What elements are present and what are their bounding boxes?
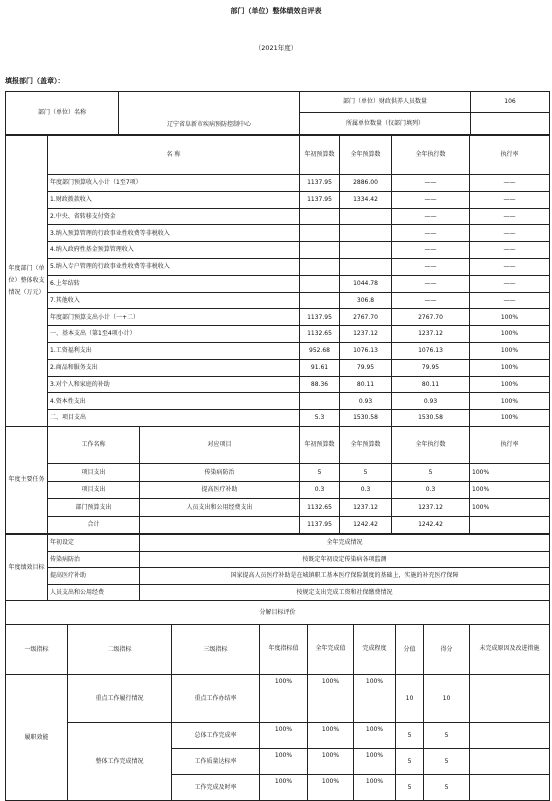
perf-actual: 100% bbox=[308, 749, 354, 775]
budget-row-initial: 1132.65 bbox=[300, 326, 340, 343]
perf-target: 100% bbox=[260, 723, 308, 749]
task-full: 5 bbox=[340, 464, 392, 482]
budget-row-rate: —— bbox=[470, 225, 550, 242]
budget-row-exec: —— bbox=[392, 175, 470, 192]
col-exec: 全年执行数 bbox=[392, 427, 470, 464]
budget-row-exec: —— bbox=[392, 242, 470, 259]
task-item: 人员支出和公用经费支出 bbox=[140, 499, 300, 517]
table-row bbox=[6, 499, 550, 517]
perf-degree: 100% bbox=[354, 723, 396, 749]
budget-row-full: 0.93 bbox=[340, 393, 392, 410]
task-initial: 5 bbox=[300, 464, 340, 482]
budget-row-exec: —— bbox=[392, 258, 470, 275]
staff-value: 106 bbox=[471, 92, 550, 113]
task-full: 1237.12 bbox=[340, 499, 392, 517]
task-initial: 1132.65 bbox=[300, 499, 340, 517]
budget-row-rate: 100% bbox=[470, 359, 550, 376]
table-row bbox=[6, 723, 550, 749]
budget-row-name: 年度部门预算收入小计（1至7项） bbox=[48, 175, 300, 192]
col-rate: 执行率 bbox=[470, 136, 550, 175]
budget-row-exec: —— bbox=[392, 292, 470, 309]
perf-reason bbox=[470, 723, 550, 749]
goal-label: 提高医疗补助 bbox=[48, 568, 140, 585]
budget-row-exec: 2767.70 bbox=[392, 309, 470, 326]
budget-row-full: 2886.00 bbox=[340, 175, 392, 192]
task-initial: 1137.95 bbox=[300, 516, 340, 534]
task-rate: 100% bbox=[470, 481, 550, 499]
budget-row-rate: —— bbox=[470, 258, 550, 275]
budget-row-full: 1334.42 bbox=[340, 191, 392, 208]
table-row bbox=[6, 359, 550, 376]
col-initial: 年初预算数 bbox=[300, 136, 340, 175]
budget-row-full: 306.8 bbox=[340, 292, 392, 309]
perf-l2-label: 整体工作完成情况 bbox=[68, 723, 172, 801]
page-title: 部门（单位）整体绩效自评表 bbox=[230, 7, 322, 15]
budget-row-name: 2.商品和服务支出 bbox=[48, 359, 300, 376]
task-rate bbox=[470, 516, 550, 534]
goal-value: 按既定年初设定传染病各项监测 bbox=[140, 551, 550, 568]
perf-degree: 100% bbox=[354, 675, 396, 723]
tasks-table bbox=[5, 426, 550, 534]
perf-target: 100% bbox=[260, 675, 308, 723]
budget-row-full: 2767.70 bbox=[340, 309, 392, 326]
table-row bbox=[6, 675, 550, 723]
tasks-side-label: 年度主要任务 bbox=[6, 427, 48, 534]
perf-degree: 100% bbox=[354, 749, 396, 775]
task-item bbox=[140, 516, 300, 534]
budget-row-name: 3.纳入预算管理的行政事业性收费等非税收入 bbox=[48, 225, 300, 242]
col-item: 对应项目 bbox=[140, 427, 300, 464]
task-exec: 1237.12 bbox=[392, 499, 470, 517]
budget-row-name: 6.上年结转 bbox=[48, 275, 300, 292]
perf-table bbox=[5, 600, 550, 801]
perf-l3-label: 工作质量达标率 bbox=[172, 749, 260, 775]
table-row bbox=[6, 568, 550, 585]
perf-reason bbox=[470, 775, 550, 801]
budget-row-rate: —— bbox=[470, 175, 550, 192]
col-target: 年度指标值 bbox=[260, 625, 308, 675]
budget-row-initial: 5.3 bbox=[300, 410, 340, 427]
task-item: 传染病防治 bbox=[140, 464, 300, 482]
table-row bbox=[6, 225, 550, 242]
col-rate: 执行率 bbox=[470, 427, 550, 464]
task-exec: 1242.42 bbox=[392, 516, 470, 534]
budget-row-rate: 100% bbox=[470, 326, 550, 343]
col-name: 名 称 bbox=[48, 136, 300, 175]
perf-target: 100% bbox=[260, 775, 308, 801]
perf-score: 5 bbox=[396, 723, 424, 749]
budget-row-exec: —— bbox=[392, 275, 470, 292]
budget-row-initial bbox=[300, 242, 340, 259]
budget-row-full bbox=[340, 242, 392, 259]
budget-row-initial bbox=[300, 292, 340, 309]
perf-reason bbox=[470, 749, 550, 775]
table-row bbox=[6, 258, 550, 275]
budget-row-full bbox=[340, 208, 392, 225]
table-row bbox=[6, 551, 550, 568]
report-year: （2021年度） bbox=[254, 44, 298, 52]
table-row bbox=[6, 516, 550, 534]
budget-row-exec: 0.93 bbox=[392, 393, 470, 410]
perf-reason bbox=[470, 675, 550, 723]
budget-row-name: 二、项目支出 bbox=[48, 410, 300, 427]
col-full: 全年预算数 bbox=[340, 427, 392, 464]
budget-row-full bbox=[340, 225, 392, 242]
col-initial: 年初预算数 bbox=[300, 427, 340, 464]
budget-row-rate: 100% bbox=[470, 393, 550, 410]
perf-target: 100% bbox=[260, 749, 308, 775]
task-full: 0.3 bbox=[340, 481, 392, 499]
perf-l2-label: 重点工作履行情况 bbox=[68, 675, 172, 723]
perf-score: 5 bbox=[396, 749, 424, 775]
budget-row-name: 4.资本性支出 bbox=[48, 393, 300, 410]
goal-value: 按规定支出完成工资和社保缴费情况 bbox=[140, 584, 550, 601]
budget-row-exec: 79.95 bbox=[392, 359, 470, 376]
table-row bbox=[6, 410, 550, 427]
perf-got: 10 bbox=[424, 675, 470, 723]
budget-row-full: 1076.13 bbox=[340, 342, 392, 359]
table-row bbox=[6, 275, 550, 292]
col-score: 分值 bbox=[396, 625, 424, 675]
table-row bbox=[6, 242, 550, 259]
budget-row-initial bbox=[300, 275, 340, 292]
perf-actual: 100% bbox=[308, 675, 354, 723]
table-row bbox=[6, 175, 550, 192]
perf-score: 5 bbox=[396, 775, 424, 801]
budget-row-name: 年度部门预算支出小计（一+二） bbox=[48, 309, 300, 326]
budget-row-initial bbox=[300, 258, 340, 275]
table-row bbox=[6, 208, 550, 225]
table-row bbox=[6, 464, 550, 482]
budget-row-exec: 80.11 bbox=[392, 376, 470, 393]
col-work: 工作名称 bbox=[48, 427, 140, 464]
budget-row-name: 1.工资福利支出 bbox=[48, 342, 300, 359]
goal-value: 国家提高人员医疗补助是在城镇职工基本医疗保险制度的基础上，实施的补充医疗保障 bbox=[140, 568, 550, 585]
table-row bbox=[6, 309, 550, 326]
task-work-name: 部门预算支出 bbox=[48, 499, 140, 517]
task-rate: 100% bbox=[470, 464, 550, 482]
col-actual: 全年完成值 bbox=[308, 625, 354, 675]
budget-row-initial bbox=[300, 393, 340, 410]
goal-label: 人员支出和公用经费 bbox=[48, 584, 140, 601]
budget-row-rate: 100% bbox=[470, 342, 550, 359]
perf-section-title: 分解目标评价 bbox=[6, 601, 550, 625]
perf-degree: 100% bbox=[354, 775, 396, 801]
budget-table bbox=[5, 135, 550, 427]
budget-row-rate: 100% bbox=[470, 309, 550, 326]
table-row bbox=[6, 292, 550, 309]
budget-row-rate: —— bbox=[470, 275, 550, 292]
perf-got: 5 bbox=[424, 723, 470, 749]
col-got: 得分 bbox=[424, 625, 470, 675]
budget-row-exec: 1237.12 bbox=[392, 326, 470, 343]
header-table bbox=[5, 91, 550, 135]
budget-row-name: 1.财政拨款收入 bbox=[48, 191, 300, 208]
task-rate: 100% bbox=[470, 499, 550, 517]
perf-l1-label: 履职效能 bbox=[6, 675, 68, 801]
perf-actual: 100% bbox=[308, 723, 354, 749]
unit-name-label: 部门（单位）名称 bbox=[6, 92, 119, 135]
table-row bbox=[6, 342, 550, 359]
budget-row-full: 1530.58 bbox=[340, 410, 392, 427]
col-full: 全年预算数 bbox=[340, 136, 392, 175]
perf-l3-label: 总体工作完成率 bbox=[172, 723, 260, 749]
budget-row-rate: 100% bbox=[470, 376, 550, 393]
perf-got: 5 bbox=[424, 775, 470, 801]
budget-row-exec: 1530.58 bbox=[392, 410, 470, 427]
table-row bbox=[6, 376, 550, 393]
task-exec: 0.3 bbox=[392, 481, 470, 499]
budget-row-rate: —— bbox=[470, 242, 550, 259]
task-work-name: 合计 bbox=[48, 516, 140, 534]
sub-units-label: 所属单位数量（仅部门填列） bbox=[300, 113, 471, 135]
budget-row-rate: —— bbox=[470, 208, 550, 225]
budget-row-exec: —— bbox=[392, 225, 470, 242]
budget-row-initial bbox=[300, 225, 340, 242]
perf-l3-label: 工作完成及时率 bbox=[172, 775, 260, 801]
table-row bbox=[6, 481, 550, 499]
budget-row-full bbox=[340, 258, 392, 275]
budget-side-label: 年度部门（单位）整体收支情况（万元） bbox=[6, 136, 48, 427]
budget-row-exec: 1076.13 bbox=[392, 342, 470, 359]
goal-label: 传染病防治 bbox=[48, 551, 140, 568]
budget-row-initial: 91.61 bbox=[300, 359, 340, 376]
budget-row-name: 7.其他收入 bbox=[48, 292, 300, 309]
unit-name-value: 辽宁省阜新市疾病预防控制中心 bbox=[119, 92, 300, 135]
table-row bbox=[6, 584, 550, 601]
perf-score: 10 bbox=[396, 675, 424, 723]
col-reason: 未完成原因及改进措施 bbox=[470, 625, 550, 675]
goal-value: 全年完成情况 bbox=[140, 535, 550, 552]
staff-label: 部门（单位）财政供养人员数量 bbox=[300, 92, 471, 113]
budget-row-rate: —— bbox=[470, 191, 550, 208]
budget-row-initial: 1137.95 bbox=[300, 309, 340, 326]
perf-l3-label: 重点工作办结率 bbox=[172, 675, 260, 723]
col-l2: 二级指标 bbox=[68, 625, 172, 675]
budget-row-name: 3.对个人和家庭的补助 bbox=[48, 376, 300, 393]
budget-row-full: 1237.12 bbox=[340, 326, 392, 343]
col-degree: 完成程度 bbox=[354, 625, 396, 675]
budget-row-name: 一、基本支出（第1至4项小计） bbox=[48, 326, 300, 343]
budget-row-name: 2.中央、省转移支付资金 bbox=[48, 208, 300, 225]
task-initial: 0.3 bbox=[300, 481, 340, 499]
task-work-name: 项目支出 bbox=[48, 464, 140, 482]
goals-side-label: 年度绩效目标 bbox=[6, 535, 48, 601]
budget-row-initial: 952.68 bbox=[300, 342, 340, 359]
task-exec: 5 bbox=[392, 464, 470, 482]
budget-row-rate: —— bbox=[470, 292, 550, 309]
table-row bbox=[6, 393, 550, 410]
sub-units-value bbox=[471, 113, 550, 135]
budget-row-full: 79.95 bbox=[340, 359, 392, 376]
perf-got: 5 bbox=[424, 749, 470, 775]
table-row bbox=[6, 191, 550, 208]
budget-row-name: 4.纳入政府性基金预算管理收入 bbox=[48, 242, 300, 259]
col-l1: 一级指标 bbox=[6, 625, 68, 675]
task-full: 1242.42 bbox=[340, 516, 392, 534]
col-exec: 全年执行数 bbox=[392, 136, 470, 175]
budget-row-rate: 100% bbox=[470, 410, 550, 427]
budget-row-initial: 88.36 bbox=[300, 376, 340, 393]
budget-row-initial: 1137.95 bbox=[300, 175, 340, 192]
task-item: 提高医疗补助 bbox=[140, 481, 300, 499]
goals-table bbox=[5, 534, 550, 601]
budget-row-initial bbox=[300, 208, 340, 225]
budget-row-full: 1044.78 bbox=[340, 275, 392, 292]
budget-row-exec: —— bbox=[392, 191, 470, 208]
perf-actual: 100% bbox=[308, 775, 354, 801]
goal-label: 年初设定 bbox=[48, 535, 140, 552]
table-row bbox=[6, 326, 550, 343]
table-row bbox=[6, 535, 550, 552]
task-work-name: 项目支出 bbox=[48, 481, 140, 499]
budget-row-name: 5.纳入专户管理的行政事业性收费等非税收入 bbox=[48, 258, 300, 275]
fill-unit-label: 填报部门（盖章）： bbox=[5, 77, 65, 85]
col-l3: 三级指标 bbox=[172, 625, 260, 675]
budget-row-exec: —— bbox=[392, 208, 470, 225]
budget-row-initial: 1137.95 bbox=[300, 191, 340, 208]
budget-row-full: 80.11 bbox=[340, 376, 392, 393]
